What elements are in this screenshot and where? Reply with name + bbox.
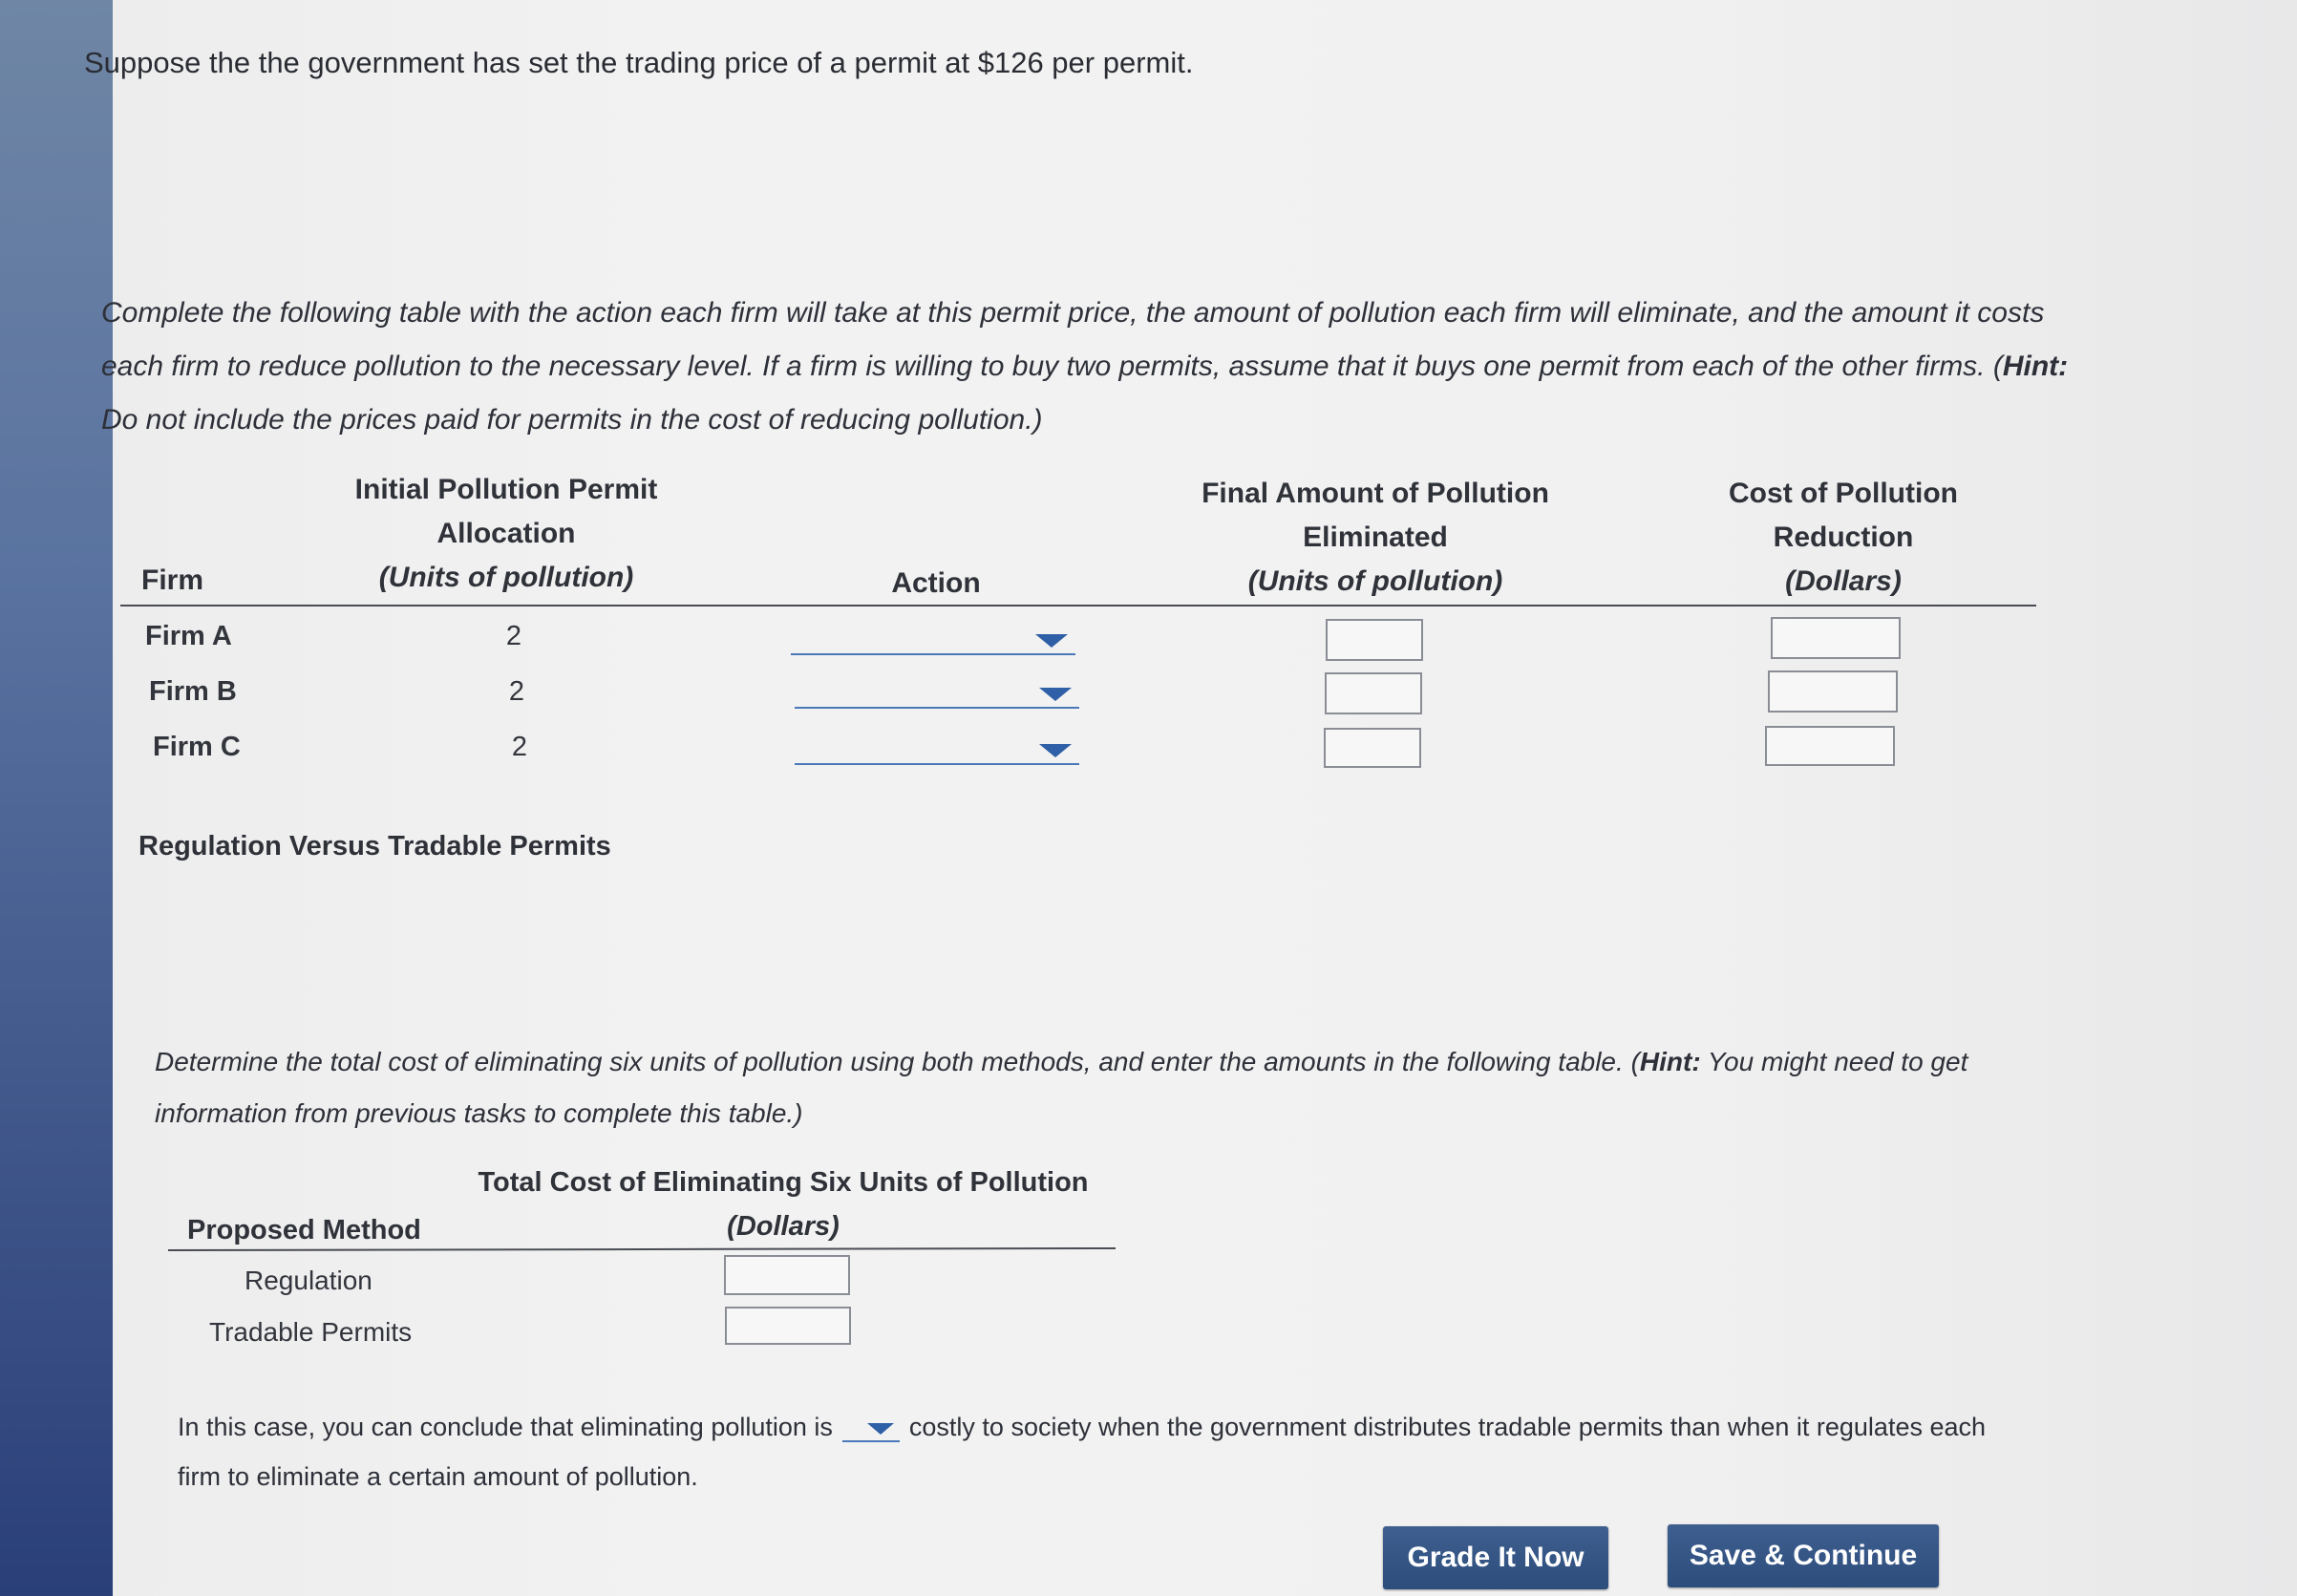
- firm-c-allocation: 2: [511, 732, 528, 762]
- chevron-down-icon: [1039, 744, 1072, 757]
- regulation-total-input[interactable]: [724, 1255, 850, 1295]
- hint-label: Hint:: [2002, 351, 2069, 382]
- firm-a-eliminated-input[interactable]: [1326, 619, 1423, 661]
- header-eliminated: Final Amount of Pollution Eliminated (Units of pollution): [1202, 478, 1549, 597]
- firm-c-cost-input[interactable]: [1765, 726, 1895, 766]
- header-cost: Cost of Pollution Reduction (Dollars): [1729, 478, 1958, 597]
- hint-text: Do not include the prices paid for permits in the cost of reducing pollution.): [101, 404, 1043, 436]
- firm-a-allocation: 2: [505, 621, 522, 651]
- header-proposed-method: Proposed Method: [187, 1215, 421, 1245]
- grade-it-now-button[interactable]: Grade It Now: [1383, 1526, 1608, 1589]
- conclusion-before: In this case, you can conclude that eliminating pollution is: [178, 1413, 833, 1441]
- firm-b-action-dropdown[interactable]: [795, 674, 1079, 709]
- regulation-label: Regulation: [245, 1266, 372, 1295]
- firm-c-action-dropdown[interactable]: [795, 731, 1079, 765]
- chevron-down-icon: [867, 1423, 894, 1435]
- tradable-permits-total-input[interactable]: [725, 1307, 851, 1345]
- instructions-text: Complete the following table with the action each firm will take at this permit price, the amount of pollution each firm will eliminate, and the amount it costs each firm to reduce pollution to the necessary level. If a firm is willing to buy two permits, assume that it buys one permit from each of the other firms. (: [101, 297, 2045, 382]
- hint-text-2: You might need to get information from previous tasks to complete this table.): [155, 1047, 1968, 1128]
- firm-a-cost-input[interactable]: [1771, 617, 1901, 659]
- left-edge: [0, 0, 113, 1596]
- firm-a-label: Firm A: [145, 621, 232, 651]
- hint-label-2: Hint:: [1639, 1047, 1701, 1076]
- header-allocation: Initial Pollution Permit Allocation (Units of pollution): [354, 474, 658, 593]
- firm-c-label: Firm C: [153, 732, 241, 762]
- tradable-permits-label: Tradable Permits: [209, 1317, 413, 1347]
- left-background-strip: [0, 0, 113, 1596]
- header-total-cost-unit: (Dollars): [727, 1211, 840, 1242]
- conclusion-after: costly to society when the government distributes tradable permits than when it regulates each firm to eliminate a certain amount of pollution.: [178, 1413, 1987, 1491]
- firm-b-cost-input[interactable]: [1768, 670, 1898, 713]
- instructions2-text: Determine the total cost of eliminating six units of pollution using both methods, and enter the amounts in the following table. (: [155, 1047, 1640, 1076]
- conclusion-dropdown[interactable]: [842, 1415, 900, 1442]
- save-continue-button[interactable]: Save & Continue: [1668, 1524, 1939, 1587]
- firm-a-action-dropdown[interactable]: [791, 621, 1075, 655]
- table-instructions: [101, 287, 2069, 447]
- section-title: Regulation Versus Tradable Permits: [138, 831, 611, 862]
- cost-table-instructions: [155, 1036, 2065, 1139]
- firm-b-label: Firm B: [149, 676, 237, 707]
- conclusion-text: [178, 1402, 1992, 1501]
- intro-text: Suppose the the government has set the trading price of a permit at $126 per permit.: [84, 46, 1194, 79]
- chevron-down-icon: [1039, 688, 1072, 701]
- chevron-down-icon: [1035, 634, 1068, 648]
- header-firm: Firm: [141, 564, 204, 596]
- header-total-cost: Total Cost of Eliminating Six Units of Pollution: [478, 1167, 1089, 1198]
- table-header-rule: [120, 605, 2036, 606]
- firm-c-eliminated-input[interactable]: [1324, 728, 1421, 768]
- header-action: Action: [891, 567, 981, 599]
- firm-b-eliminated-input[interactable]: [1325, 672, 1422, 714]
- firm-b-allocation: 2: [508, 676, 525, 707]
